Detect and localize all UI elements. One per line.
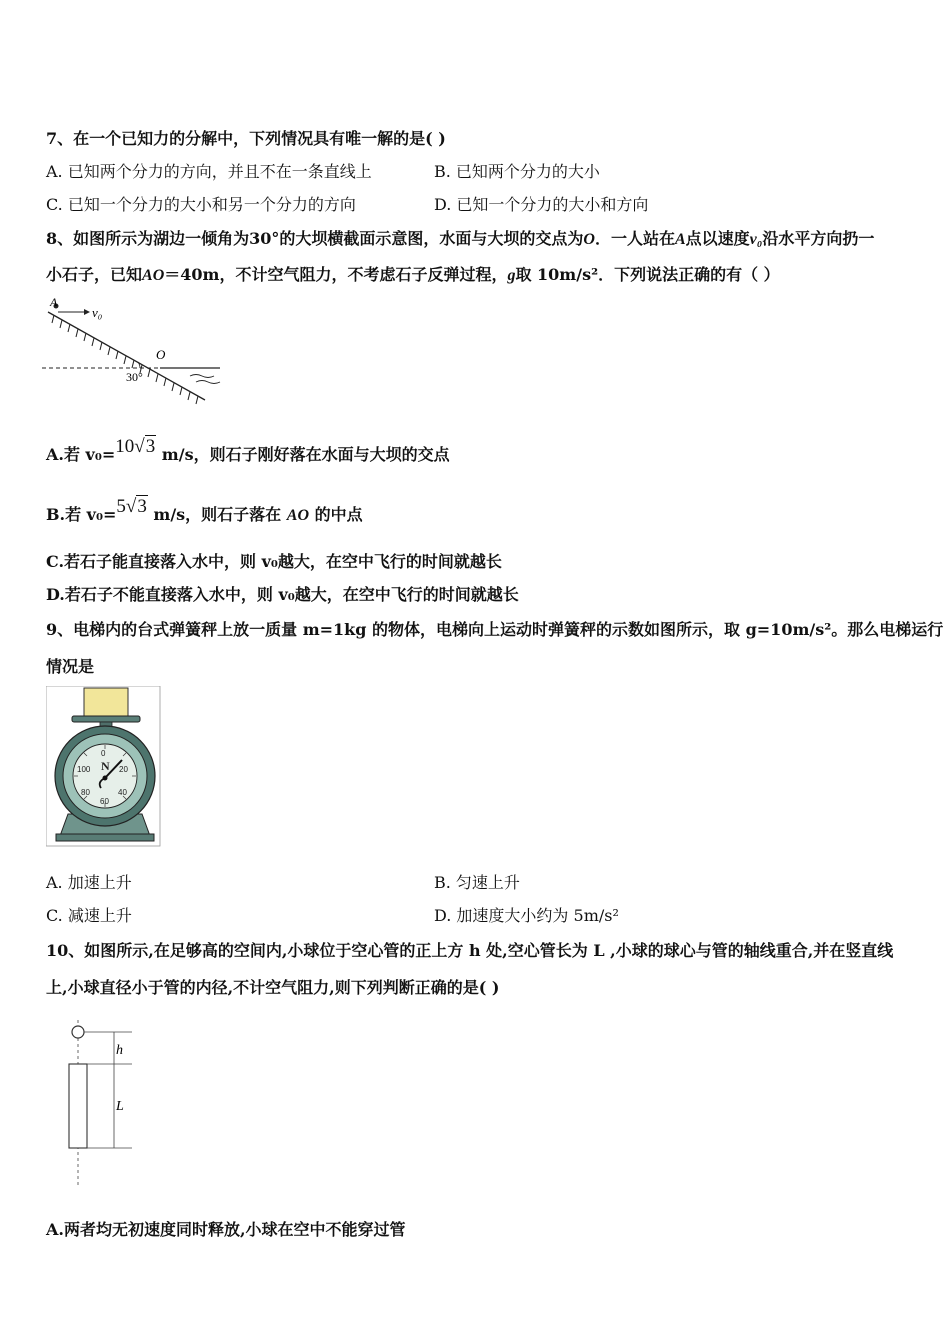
q9-option-b: B. 匀速上升 bbox=[434, 873, 520, 892]
unit-n: N bbox=[101, 759, 110, 773]
q9-option-a: A. 加速上升 bbox=[46, 873, 132, 892]
q7-option-b: B. 已知两个分力的大小 bbox=[434, 162, 600, 181]
q10-option-a: A.两者均无初速度同时释放,小球在空中不能穿过管 bbox=[46, 1220, 406, 1239]
tube-ball-diagram bbox=[60, 1020, 150, 1190]
tick-20: 20 bbox=[119, 765, 128, 774]
dam-slope bbox=[48, 312, 205, 400]
label-l: L bbox=[116, 1099, 124, 1114]
object-block bbox=[84, 688, 128, 718]
q7-option-a: A. 已知两个分力的方向，并且不在一条直线上 bbox=[46, 162, 372, 181]
dam-diagram bbox=[40, 296, 235, 406]
ball bbox=[72, 1026, 84, 1038]
label-angle: 30° bbox=[126, 370, 143, 384]
water-waves bbox=[190, 375, 220, 384]
q8-option-b: B.若 v₀=5√3 m/s，则石子落在 AO 的中点 bbox=[46, 496, 363, 524]
q8-stem-line1: 8、如图所示为湖边一倾角为30°的大坝横截面示意图，水面与大坝的交点为O．一人站在A点以速度v₀沿水平方向扔一 bbox=[46, 229, 875, 248]
tick-0: 0 bbox=[101, 749, 106, 758]
hollow-tube bbox=[69, 1064, 87, 1148]
q8-option-c: C.若石子能直接落入水中，则 v₀越大，在空中飞行的时间就越长 bbox=[46, 552, 502, 571]
q10-stem-line2: 上,小球直径小于管的内径,不计空气阻力,则下列判断正确的是( ) bbox=[46, 978, 500, 997]
q9-stem-line2: 情况是 bbox=[46, 657, 95, 676]
q7-stem: 7、在一个已知力的分解中，下列情况具有唯一解的是( ) bbox=[46, 129, 446, 148]
q7-option-d: D. 已知一个分力的大小和方向 bbox=[434, 195, 649, 214]
label-h: h bbox=[116, 1043, 123, 1058]
q10-stem-line1: 10、如图所示,在足够高的空间内,小球位于空心管的正上方 h 处,空心管长为 L ,小球的球心与管的轴线重合,并在竖直线 bbox=[46, 941, 894, 960]
q8-option-d: D.若石子不能直接落入水中，则 v₀越大，在空中飞行的时间就越长 bbox=[46, 585, 519, 604]
q8-stem-line2: 小石子，已知AO＝40m，不计空气阻力，不考虑石子反弹过程，g取 10m/s²．下列说法正确的有（ ） bbox=[46, 265, 780, 284]
tick-60: 60 bbox=[100, 797, 109, 806]
label-v0: v₀ bbox=[92, 305, 103, 320]
q9-stem-line1: 9、电梯内的台式弹簧秤上放一质量 m=1kg 的物体，电梯向上运动时弹簧秤的示数如图所示，取 g=10m/s²。那么电梯运行 bbox=[46, 620, 944, 639]
q9-option-d: D. 加速度大小约为 5m/s² bbox=[434, 906, 619, 925]
q8-option-a: A.若 v₀=10√3 m/s，则石子刚好落在水面与大坝的交点 bbox=[46, 436, 450, 464]
tick-100: 100 bbox=[77, 765, 91, 774]
q9-option-c: C. 减速上升 bbox=[46, 906, 132, 925]
tick-80: 80 bbox=[81, 788, 90, 797]
label-o: O bbox=[156, 347, 166, 362]
q7-option-c: C. 已知一个分力的大小和另一个分力的方向 bbox=[46, 195, 356, 214]
spring-scale-figure bbox=[46, 686, 162, 848]
scale-pan bbox=[72, 716, 140, 722]
label-a: A bbox=[50, 296, 58, 309]
tick-40: 40 bbox=[118, 788, 127, 797]
